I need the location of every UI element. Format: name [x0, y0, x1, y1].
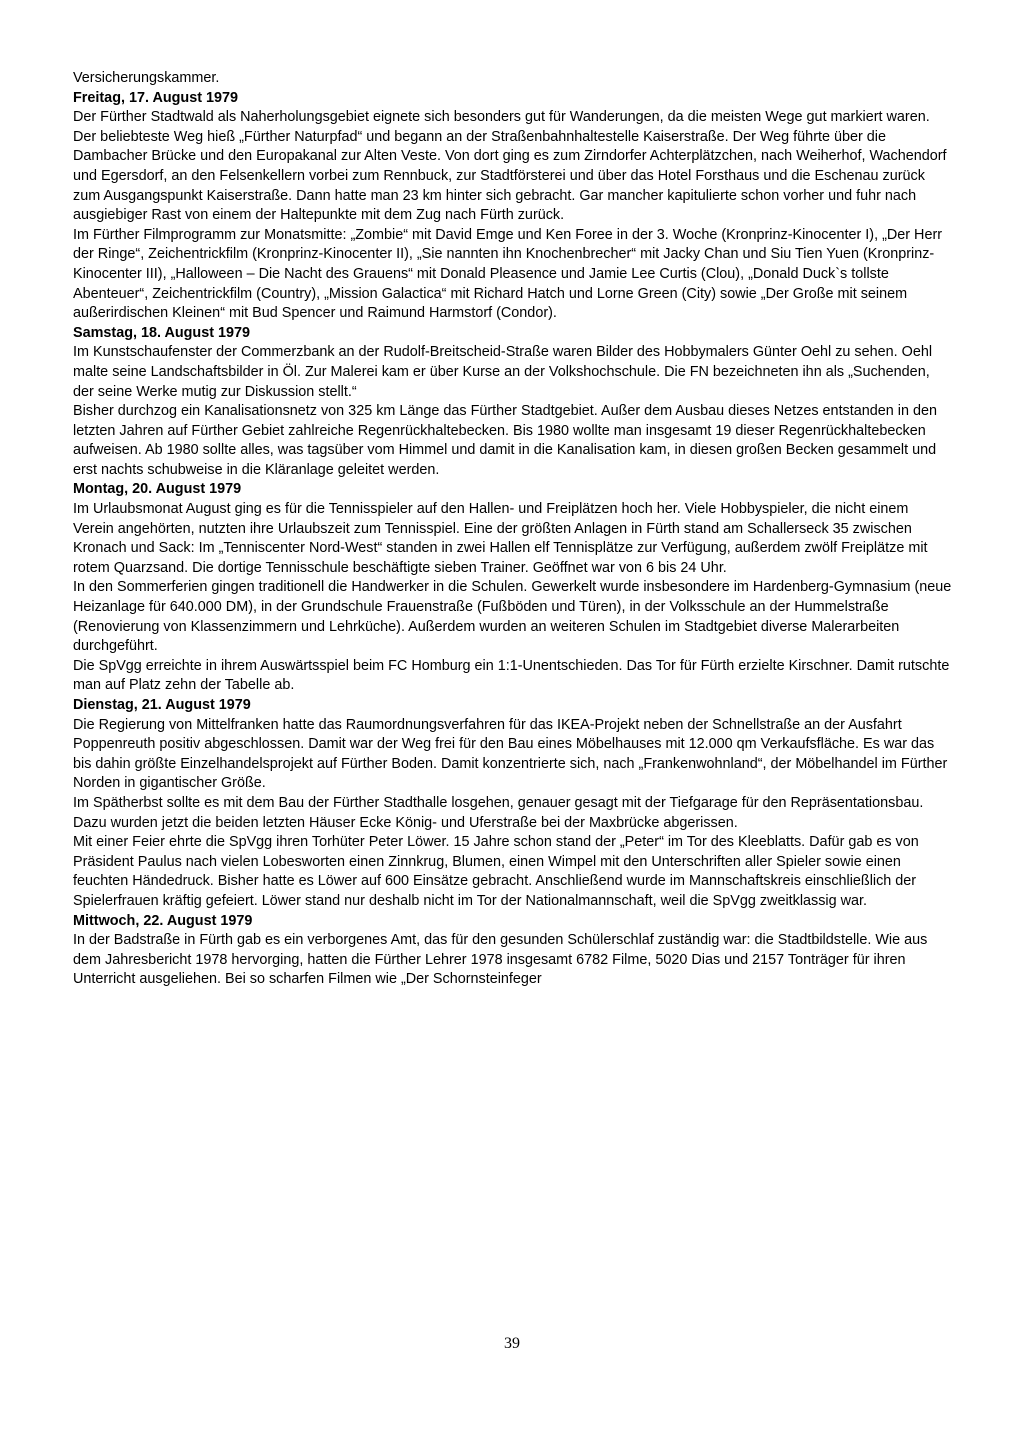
- section-paragraph: Im Spätherbst sollte es mit dem Bau der Fürther Stadthalle losgehen, genauer gesagt mit der Tiefgarage für den Repräsentationsbau. Dazu wurden jetzt die beiden letzten Häuser Ecke König- und Uferstraße bei der Maxbrücke abgerissen.: [73, 794, 924, 831]
- section-heading: Freitag, 17. August 1979: [73, 89, 239, 106]
- text-column: [73, 69, 953, 990]
- section-monday: [73, 480, 953, 696]
- section-paragraph: Die SpVgg erreichte in ihrem Auswärtsspiel beim FC Homburg ein 1:1-Unentschieden. Das Tor für Fürth erzielte Kirschner. Damit rutschte man auf Platz zehn der Tabelle ab.: [73, 657, 950, 694]
- section-paragraph: Die Regierung von Mittelfranken hatte das Raumordnungsverfahren für das IKEA-Projekt neben der Schnellstraße an der Ausfahrt Poppenreuth positiv abgeschlossen. Damit war der Weg frei für den Bau eines Möbelhauses mit 12.000 qm Verkaufsfläche. Es war das bis dahin größte Einzelhandelsprojekt auf Fürther Boden. Damit konzentrierte sich, nach „Frankenwohnland“, der Möbelhandel im Fürther Norden in gigantischer Größe.: [73, 716, 948, 792]
- section-paragraph: In den Sommerferien gingen traditionell die Handwerker in die Schulen. Gewerkelt wurde insbesondere im Hardenberg-Gymnasium (neue Heizanlage für 640.000 DM), in der Grundschule Frauenstraße (Fußböden und Türen), in der Volksschule an der Hummelstraße (Renovierung von Klassenzimmern und Lehrküche). Außerdem wurden an weiteren Schulen im Stadtgebiet diverse Malerarbeiten durchgeführt.: [73, 579, 952, 655]
- section-paragraph: Im Urlaubsmonat August ging es für die Tennisspieler auf den Hallen- und Freiplätzen hoch her. Viele Hobbyspieler, die nicht einem Verein angehörten, nutzten ihre Urlaubszeit zum Tennisspiel. Eine der größten Anlagen in Fürth stand am Schallerseck 35 zwischen Kronach und Sack: Im „Tenniscenter Nord-West“ standen in zwei Hallen elf Tennisplätze zur Verfügung, außerdem zwölf Freiplätze mit rotem Quarzsand. Die dortige Tennisschule beschäftigte sieben Trainer. Geöffnet war von 6 bis 24 Uhr.: [73, 501, 928, 576]
- section-heading: Dienstag, 21. August 1979: [73, 697, 251, 713]
- section-paragraph: Der Fürther Stadtwald als Naherholungsgebiet eignete sich besonders gut für Wanderungen, da die meisten Wege gut markiert waren. Der beliebteste Weg hieß „Fürther Naturpfad“ und begann an der Straßenbahnhaltestelle Kaiserstraße. Der Weg führte über die Dambacher Brücke und den Europakanal zur Alten Veste. Von dort ging es zum Zirndorfer Achterplätzchen, nach Weiherhof, Wachendorf und Egersdorf, an den Felsenkellern vorbei zum Rennbuck, zur Stadtförsterei und über das Hotel Forsthaus und die Eschenau zurück zum Ausgangspunkt Kaiserstraße. Dann hatte man 23 km hinter sich gebracht. Gar mancher kapitulierte schon vorher und fuhr nach ausgiebiger Rast von einem der Haltepunkte mit dem Zug nach Fürth zurück.: [73, 109, 947, 224]
- section-paragraph: Im Fürther Filmprogramm zur Monatsmitte: „Zombie“ mit David Emge und Ken Foree in der 3. Woche (Kronprinz-Kinocenter I), „Der Herr der Ringe“, Zeichentrickfilm (Kronprinz-Kinocenter II), „Sie nannten ihn Knochenbrecher“ mit Jacky Chan und Siu Tien Yuen (Kronprinz-Kinocenter III), „Halloween – Die Nacht des Grauens“ mit Donald Pleasence und Jamie Lee Curtis (Clou), „Donald Duck`s tollste Abenteuer“, Zeichentrickfilm (Country), „Mission Galactica“ mit Richard Hatch und Lorne Green (City) sowie „Der Große mit seinem außerirdischen Kleinen“ mit Bud Spencer und Raimund Harmstorf (Condor).: [73, 226, 943, 322]
- section-heading: Montag, 20. August 1979: [73, 481, 242, 498]
- section-paragraph: Im Kunstschaufenster der Commerzbank an der Rudolf-Breitscheid-Straße waren Bilder des Hobbymalers Günter Oehl zu sehen. Oehl malte seine Landschaftsbilder in Öl. Zur Malerei kam er über Kurse an der Volkshochschule. Die FN bezeichneten ihn als „Suchenden, der seine Werke mutig zur Diskussion stellt.“: [73, 344, 933, 400]
- section-heading: Samstag, 18. August 1979: [73, 324, 251, 341]
- section-paragraph: Mit einer Feier ehrte die SpVgg ihren Torhüter Peter Löwer. 15 Jahre schon stand der „Peter“ im Tor des Kleeblatts. Dafür gab es von Präsident Paulus nach vielen Lobesworten einen Zinnkrug, Blumen, einen Wimpel mit den Unterschriften aller Spieler sowie einen feuchten Händedruck. Bisher hatte es Löwer auf 600 Einsätze gebracht. Anschließend wurde im Mannschaftskreis einschließlich der Spielerfrauen kräftig gefeiert. Löwer stand nur deshalb nicht im Tor der Nationalmannschaft, weil die SpVgg zweitklassig war.: [73, 834, 919, 909]
- section-friday: [73, 89, 953, 324]
- section-tuesday: [73, 696, 953, 912]
- section-heading: Mittwoch, 22. August 1979: [73, 912, 253, 929]
- section-wednesday: [73, 912, 953, 990]
- section-paragraph: Bisher durchzog ein Kanalisationsnetz von 325 km Länge das Fürther Stadtgebiet. Außer dem Ausbau dieses Netzes entstanden in den letzten Jahren auf Fürther Gebiet zahlreiche Regenrückhaltebecken. Bis 1980 wollte man insgesamt 19 dieser Regenrückhaltebecken aufweisen. Ab 1980 sollte alles, was tagsüber vom Himmel und damit in die Kanalisation kam, in diesen großen Becken gesammelt und erst nachts schubweise in die Kläranlage geleitet werden.: [73, 403, 937, 478]
- section-saturday: [73, 324, 953, 481]
- continuation-text: Versicherungskammer.: [73, 70, 220, 86]
- page-number: 39: [504, 1335, 520, 1352]
- section-paragraph: In der Badstraße in Fürth gab es ein verborgenes Amt, das für den gesunden Schülerschlaf zuständig war: die Stadtbildstelle. Wie aus dem Jahresbericht 1978 hervorging, hatten die Fürther Lehrer 1978 insgesamt 6782 Filme, 5020 Dias und 2157 Tonträger für ihren Unterricht ausgeliehen. Bei so scharfen Filmen wie „Der Schornsteinfeger: [73, 932, 928, 988]
